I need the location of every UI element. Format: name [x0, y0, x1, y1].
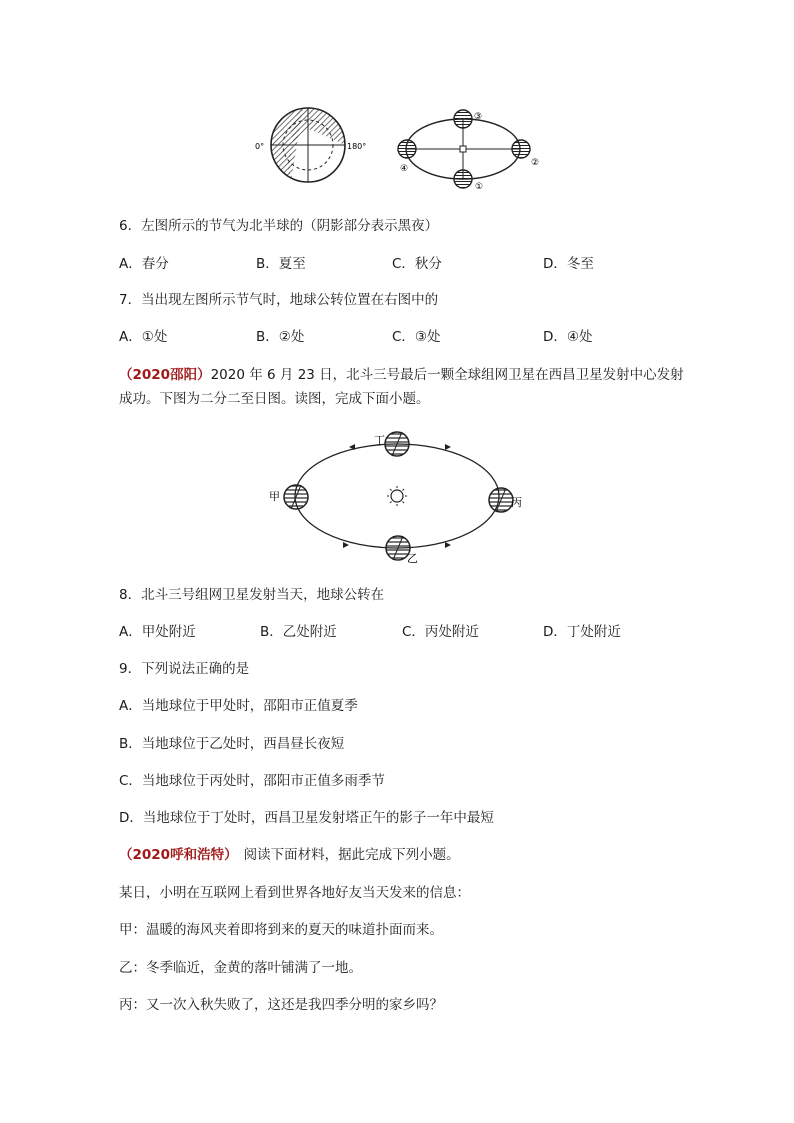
position-label-jia: 甲 [269, 490, 280, 503]
q9-option-c[interactable]: C．当地球位于丙处时，邵阳市正值多雨季节 [119, 773, 385, 789]
figure1-label-180: 180° [347, 142, 367, 151]
material-line-3: 乙：冬季临近，金黄的落叶铺满了一地。 [119, 960, 362, 976]
q7-option-d[interactable]: D．④处 [543, 329, 593, 345]
position-label-3: ③ [474, 112, 483, 122]
q9-option-d[interactable]: D．当地球位于丁处时，西昌卫星发射塔正午的影子一年中最短 [119, 810, 494, 826]
figure-orbit-diagram-1 [390, 105, 540, 195]
q7-stem: 7．当出现左图所示节气时，地球公转位置在右图中的 [119, 292, 439, 308]
shaoyang-intro-text: 2020 年 6 月 23 日，北斗三号最后一颗全球组网卫星在西昌卫星发射中心发射 [210, 367, 684, 383]
q8-option-d[interactable]: D．丁处附近 [543, 624, 621, 640]
shaoyang-intro-line2: 成功。下图为二分二至日图。读图，完成下面小题。 [119, 391, 430, 407]
q6-option-c[interactable]: C．秋分 [392, 256, 442, 272]
q9-option-a[interactable]: A．当地球位于甲处时，邵阳市正值夏季 [119, 698, 358, 714]
q7-option-b[interactable]: B．②处 [256, 329, 305, 345]
q6-option-b[interactable]: B．夏至 [256, 256, 306, 272]
position-label-2: ② [531, 158, 540, 168]
material-line-4: 丙：又一次入秋失败了，这还是我四季分明的家乡吗？ [119, 997, 443, 1013]
figure1-label-0: 0° [255, 142, 265, 151]
q6-option-a[interactable]: A．春分 [119, 256, 169, 272]
q7-option-a[interactable]: A．①处 [119, 329, 168, 345]
q8-option-a[interactable]: A．甲处附近 [119, 624, 196, 640]
q9-option-b[interactable]: B．当地球位于乙处时，西昌昼长夜短 [119, 736, 345, 752]
huhehaote-intro [119, 846, 460, 864]
position-label-bing: 丙 [511, 496, 522, 509]
q6-stem: 6．左图所示的节气为北半球的（阴影部分表示黑夜） [119, 218, 439, 234]
source-tag-shaoyang: （2020邵阳） [119, 367, 211, 383]
q6-option-d[interactable]: D．冬至 [543, 256, 594, 272]
position-label-ding: 丁 [374, 434, 385, 447]
material-line-1: 某日，小明在互联网上看到世界各地好友当天发来的信息： [119, 885, 470, 901]
position-label-1: ① [475, 182, 484, 192]
q8-stem: 8．北斗三号组网卫星发射当天，地球公转在 [119, 587, 385, 603]
shaoyang-intro-line1 [119, 366, 684, 384]
q7-option-c[interactable]: C．③处 [392, 329, 441, 345]
q8-option-c[interactable]: C．丙处附近 [402, 624, 479, 640]
position-label-yi: 乙 [407, 552, 418, 565]
huhehaote-intro-text: 阅读下面材料，据此完成下列小题。 [243, 847, 460, 863]
source-tag-huhehaote: （2020呼和浩特） [119, 847, 238, 863]
figure-orbit-diagram-2 [265, 424, 525, 574]
q9-stem: 9．下列说法正确的是 [119, 661, 250, 677]
position-label-4: ④ [400, 164, 409, 174]
q8-option-b[interactable]: B．乙处附近 [260, 624, 337, 640]
figure-globe-diagram [255, 105, 365, 185]
material-line-2: 甲：温暖的海风夹着即将到来的夏天的味道扑面而来。 [119, 922, 443, 938]
